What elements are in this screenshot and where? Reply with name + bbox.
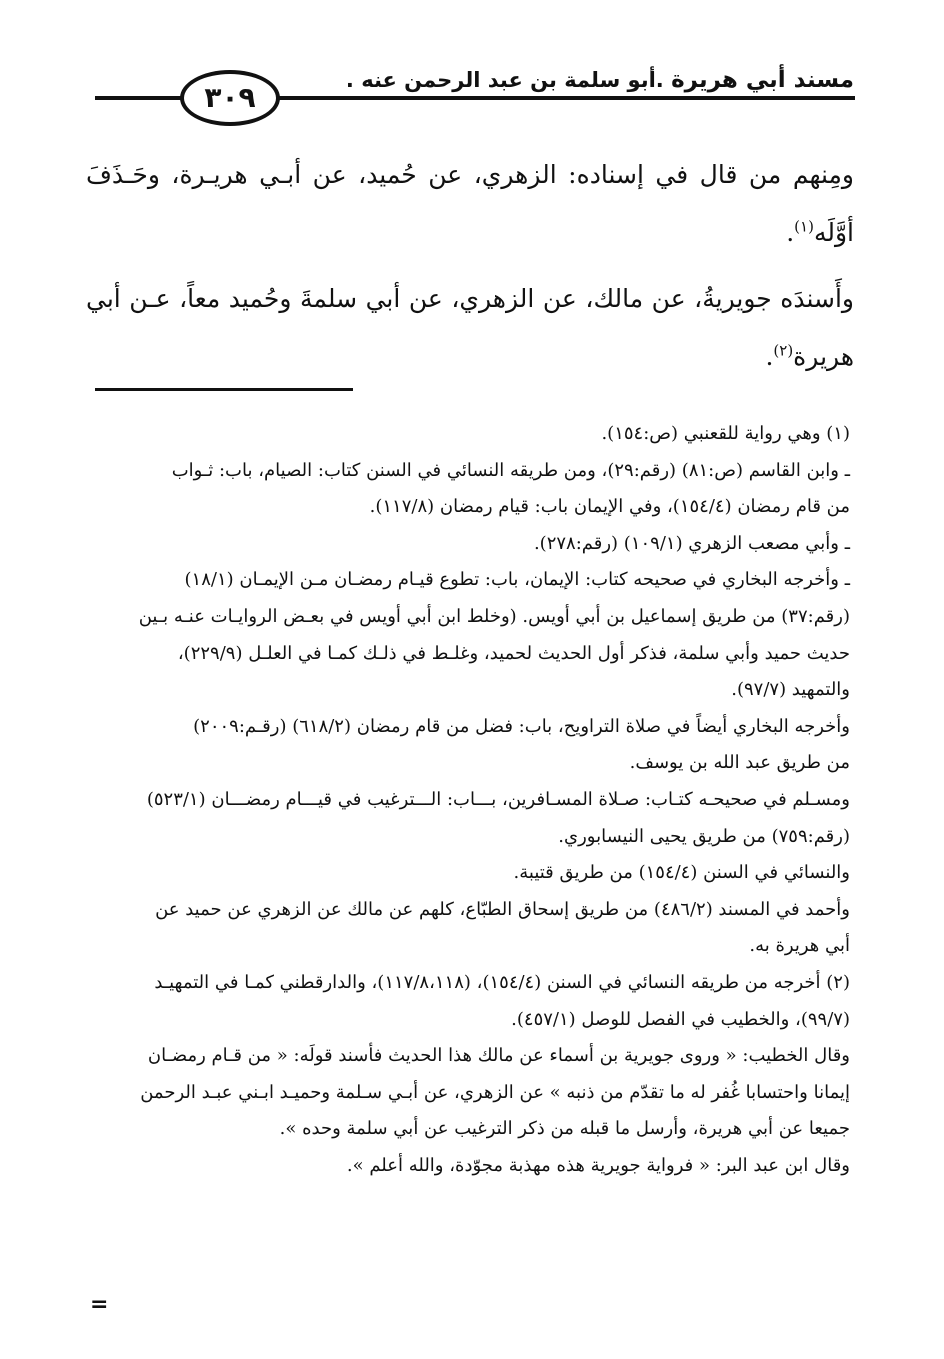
footnote-line: ومسـلم في صحيحـه كتـاب: صـلاة المسـافرين، بـــاب: الـــترغيب في قيـــام رمضـــان (٥٢٣/١) — [146, 788, 850, 810]
footnotes — [94, 416, 850, 1184]
footnote-line: إيمانا واحتسابا غُفر له ما تقدّم من ذنبه » عن الزهري، عن أبـي سـلمة وحميـد ابـني عبـد الرحمن — [140, 1081, 850, 1103]
footnote-line: (٩٩/٧)، والخطيب في الفصل للوصل (٤٥٧/١). — [511, 1008, 850, 1030]
section-title: .أبو سلمة بن عبد الرحمن عنه . — [345, 68, 664, 92]
page-number: ٣٠٩ — [180, 70, 280, 126]
footnote-ref-1: (١) — [794, 217, 814, 236]
footnote-separator — [95, 388, 353, 391]
footnote-line: وأحمد في المسند (٤٨٦/٢) من طريق إسحاق الطبّاع، كلهم عن مالك عن الزهري عن حميد عن — [155, 898, 850, 920]
footnote-line: من طريق عبد الله بن يوسف. — [629, 752, 850, 774]
footnote-line: جميعا عن أبي هريرة، وأرسل ما قبله من ذكر الترغيب عن أبي سلمة وحده ». — [279, 1118, 850, 1140]
footnote-line: والنسائي في السنن (١٥٤/٤) من طريق قتيبة. — [513, 862, 850, 884]
footnote-ref-2: (٢) — [773, 341, 794, 360]
footnote-line: (١) وهي رواية للقعنبي (ص:١٥٤). — [601, 423, 850, 444]
footnote-line: وقال ابن عبد البر: « فرواية جويرية هذه مهذبة مجوّدة، والله أعلم ». — [346, 1154, 850, 1176]
footnote-line: وأخرجه البخاري أيضاً في صلاة التراويح، باب: فضل من قام رمضان (٦١٨/٢) (رقـم:٢٠٠٩) — [193, 715, 850, 737]
footnote-line: والتمهيد (٩٧/٧). — [731, 679, 850, 701]
footnote-line: (٢) أخرجه من طريقه النسائي في السنن (١٥٤/٤)، (١١٧/٨،١١٨)، والدارقطني كمـا في التمهيـد — [154, 971, 850, 993]
main-paragraph-2: وأَسندَه جويريةُ، عن مالك، عن الزهري، عن أبي سلمةَ وحُميد معاً، عـن أبي هريرة$^{(٢)}$. — [86, 284, 854, 371]
footnote-line: ـ وأبي مصعب الزهري (١٠٩/١) (رقم:٢٧٨). — [533, 532, 850, 554]
running-head — [284, 60, 854, 100]
main-paragraph-1: ومِنهم من قال في إسناده: الزهري، عن حُميد، عن أبـي هريـرة، وحَـذَفَ أوَّلَه$^{(١)}$. — [86, 160, 854, 247]
footnote-line: (رقم:٧٥٩) من طريق يحيى النيسابوري. — [558, 825, 850, 847]
footnote-line: ـ وأخرجه البخاري في صحيحه كتاب: الإيمان، باب: تطوع قيـام رمضـان مـن الإيمـان (١٨/١) — [184, 569, 850, 591]
book-title: مسند أبي هريرة — [671, 67, 854, 93]
footnote-line: أبي هريرة به. — [749, 935, 850, 957]
footnote-line: (رقم:٣٧) من طريق إسماعيل بن أبي أويس. (وخلط ابن أبي أويس في بعـض الروايـات عنـه بـين — [138, 605, 850, 627]
footnote-line: من قام رمضان (١٥٤/٤)، وفي الإيمان باب: قيام رمضان (١١٧/٨). — [369, 496, 850, 518]
footnote-line: حديث حميد وأبي سلمة، فذكر أول الحديث لحميد، وغلـط في ذلـك كمـا في العلـل (٢٢٩/٩)، — [177, 642, 850, 664]
footnote-line: وقال الخطيب: « وروى جويرية بن أسماء عن مالك هذا الحديث فأسند قولَه: « من قـام رمضـان — [147, 1045, 850, 1067]
footnote-line: ـ وابن القاسم (ص:٨١) (رقم:٢٩)، ومن طريقه النسائي في السنن كتاب: الصيام، باب: ثـواب — [171, 459, 850, 481]
end-mark: = — [90, 1292, 109, 1317]
main-text — [86, 146, 854, 394]
